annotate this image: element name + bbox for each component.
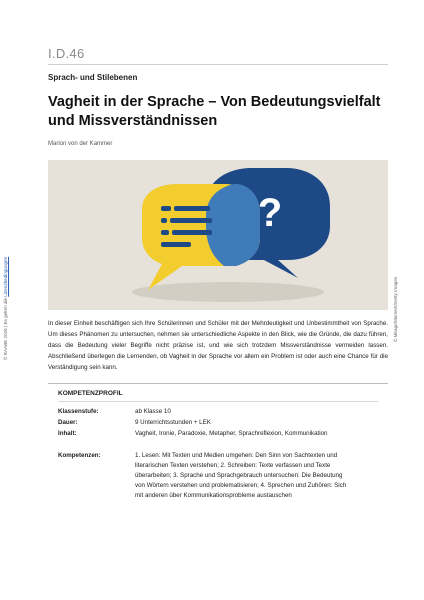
competencies-value: 1. Lesen: Mit Texten und Medien umgehen: Den Sinn von Sachtexten und literarischen Texten verstehen; 2. Schreiben: Texte verfassen und Texte überarbeiten; 3. Sprache und Sprachgebrauch untersuchen: Die Bedeutung von Wörtern verstehen und problematisieren; 4. Sprechen und Zuhören: Sich mit anderen über Kommunikationsprobleme austauschen <box>135 452 347 499</box>
hero-image <box>48 160 388 310</box>
content-label: Inhalt: <box>58 430 77 437</box>
profile-rule-inner <box>58 401 378 402</box>
section-label: Sprach- und Stilebenen <box>48 73 138 82</box>
duration-value: 9 Unterrichtsstunden + LEK <box>135 419 211 426</box>
author: Marion von der Kammer <box>48 141 113 147</box>
speech-bubbles-illustration <box>48 160 388 310</box>
image-credit: © Mirage/Moment/Getty Images <box>393 276 398 342</box>
content-value: Vagheit, Ironie, Paradoxie, Metapher, Sprachreflexion, Kommunikation <box>135 430 328 437</box>
duration-label: Dauer: <box>58 419 78 426</box>
license-link[interactable]: Lizenzbedingungen <box>3 256 8 297</box>
competencies-label: Kompetenzen: <box>58 452 101 459</box>
intro-paragraph: In dieser Einheit beschäftigen sich Ihre Schülerinnen und Schüler mit der Mehrdeutigkeit und Unbestimmtheit von Sprache. Um dieses Phänomen zu untersuchen, nehmen sie unterschiedliche Aspekte in den Blick, wie die Gründe, die dazu führen, dass die Bedeutung vieler Begriffe nicht präzise ist, und wie sich trotzdem Missverständnisse vermeiden lassen. Abschließend überlegen die Lernenden, ob Vagheit in der Sprache vor allem ein Problem ist oder auch eine Chance für die Verständigung sein kann. <box>48 320 388 371</box>
side-copyright <box>3 257 8 360</box>
shadow <box>132 282 324 302</box>
grade-label: Klassenstufe: <box>58 408 99 415</box>
grade-value: ab Klasse 10 <box>135 408 171 415</box>
profile-rule <box>48 383 388 384</box>
page-title: Vagheit in der Sprache – Von Bedeutungsvielfalt und Missverständnissen <box>48 94 381 129</box>
unit-code: I.D.46 <box>48 46 85 61</box>
copyright-text: © RAABE 2026 | Es gelten die <box>3 296 8 360</box>
question-mark-icon: ? <box>257 191 283 235</box>
header-rule <box>48 64 388 65</box>
profile-title: KOMPETENZPROFIL <box>58 390 123 397</box>
overlap-shape <box>206 184 260 266</box>
